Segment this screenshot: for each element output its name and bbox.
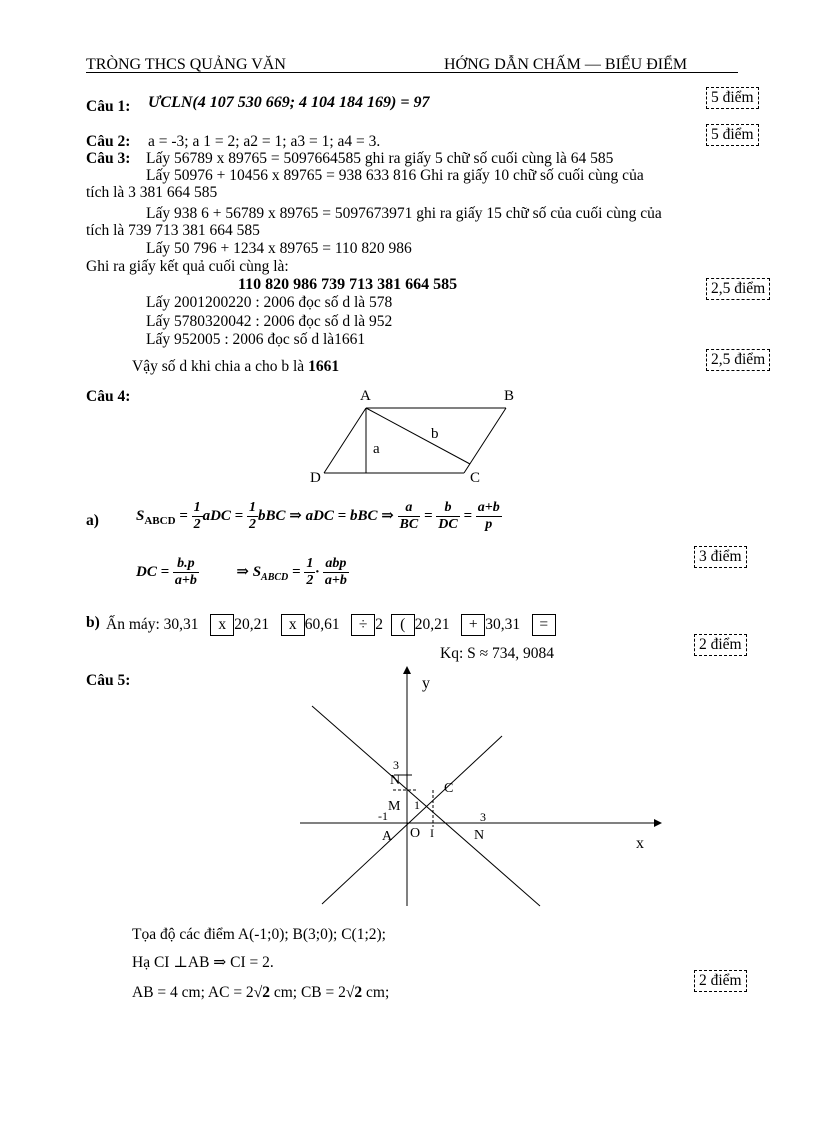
x-axis-label: x: [636, 835, 644, 852]
q3-result: 110 820 986 739 713 381 664 585: [238, 276, 458, 293]
pt-M: M: [388, 799, 401, 814]
pt-I: I: [430, 826, 434, 840]
y-axis-label: y: [422, 675, 430, 692]
q2-label: Câu 2:: [86, 133, 131, 150]
frac-den: a+b: [324, 573, 347, 588]
fig-label-D: D: [310, 470, 321, 486]
equals-sign: =: [292, 563, 301, 580]
q4-formula-2: [136, 556, 349, 589]
sqrt2-symbol: √2: [253, 984, 270, 1001]
frac-a-BC: [398, 500, 421, 533]
lengths-end: cm;: [362, 984, 390, 1001]
q3-line7: Ghi ra giấy kết quả cuối cùng là:: [86, 258, 289, 275]
press-text: Ấn máy: 30,31: [106, 616, 199, 633]
q3-line1: Lấy 56789 x 89765 = 5097664585 ghi ra giấy 5 chữ số cuối cùng là 64 585: [146, 150, 614, 167]
q3-line2: Lấy 50976 + 10456 x 89765 = 938 633 816 Ghi ra giấy 10 chữ số cuối cùng của: [146, 167, 644, 184]
q4-result: Kq: S ≈ 734, 9084: [440, 645, 555, 662]
frac-den: DC: [438, 517, 458, 532]
frac-num: a: [398, 500, 421, 517]
q5-lengths: [132, 984, 389, 1002]
frac-num: 1: [306, 556, 314, 571]
tick-1-y: 1: [414, 798, 420, 812]
frac-den: 2: [248, 517, 256, 532]
frac-den: a+b: [174, 573, 197, 588]
q3-label: Câu 3:: [86, 150, 131, 167]
q5-label: Câu 5:: [86, 672, 131, 689]
fig-label-C: C: [470, 470, 481, 486]
q3-score1: 2,5 điểm: [706, 278, 770, 300]
q3-line6: Lấy 50 796 + 1234 x 89765 = 110 820 986: [146, 240, 412, 257]
value-4: 20,21: [414, 616, 450, 633]
equals-sign: =: [423, 507, 433, 524]
header-title: HỚNG DẪN CHẤM — BIỂU ĐIỂM: [444, 56, 688, 73]
frac-num: 1: [193, 500, 201, 515]
S-symbol: S: [136, 507, 145, 524]
S-subscript-2: ABCD: [261, 571, 289, 583]
q4-part-a-label: a): [86, 512, 99, 529]
key-plus: +: [461, 614, 485, 636]
header-school: TRÒNG THCS QUẢNG VĂN: [86, 56, 286, 73]
q5-perp: Hạ CI ⊥AB ⇒ CI = 2.: [132, 954, 274, 971]
q4-label: Câu 4:: [86, 388, 131, 405]
term-bBC: bBC: [257, 507, 286, 524]
q3-score2: 2,5 điểm: [706, 349, 770, 371]
frac-abp-apb: [323, 556, 349, 589]
frac-apb-p: [476, 500, 502, 533]
q5-coords: [132, 926, 386, 944]
pt-N-top: N: [390, 773, 401, 788]
q3-step1: Lấy 2001200220 : 2006 đọc số d là 578: [146, 294, 393, 311]
q1-answer: ƯCLN(4 107 530 669; 4 104 184 169) = 97: [148, 94, 430, 111]
lengths-mid: cm; CB = 2: [269, 984, 346, 1001]
dot-op: ·: [315, 563, 320, 580]
header-rule: [86, 72, 738, 73]
term-aDC: aDC: [202, 507, 231, 524]
pt-C: C: [444, 781, 454, 796]
coords-text: Tọa độ các điểm A(-1;0); B(3;0); C(: [132, 926, 357, 943]
key-equals: =: [532, 614, 556, 636]
sqrt2-symbol: √2: [345, 984, 363, 1001]
value-5: 30,31: [485, 616, 521, 633]
frac-half-1: [192, 500, 203, 533]
chain-text: ⇒ aDC = bBC ⇒: [289, 507, 394, 524]
tick-minus1: -1: [378, 809, 388, 823]
DC-eq: DC =: [136, 563, 170, 580]
q4-score-b: 2 điểm: [694, 634, 747, 656]
q4-formula-1: [136, 500, 502, 533]
value-3: 2: [375, 616, 383, 633]
equals-sign: =: [179, 507, 188, 524]
q1-score: 5 điểm: [706, 87, 759, 109]
tick-3-y: 3: [393, 758, 399, 772]
pt-O: O: [410, 826, 421, 841]
frac-num: a+b: [477, 500, 500, 515]
q4-score-a: 3 điểm: [694, 546, 747, 568]
fig-label-A: A: [360, 388, 371, 404]
frac-b-DC: [436, 500, 459, 533]
frac-num: 1: [248, 500, 256, 515]
q3-step3: Lấy 952005 : 2006 đọc số d là1661: [146, 331, 366, 348]
frac-bp-apb: [173, 556, 199, 589]
frac-num: abp: [323, 556, 349, 573]
q3-conclusion-value: 1661: [308, 358, 340, 375]
value-1: 20,21: [234, 616, 270, 633]
q3-conclusion: [132, 358, 339, 376]
q3-line3: tích là 3 381 664 585: [86, 184, 218, 201]
q3-line4: Lấy 938 6 + 56789 x 89765 = 5097673971 ghi ra giấy 15 chữ số của cuối cùng của: [146, 205, 662, 222]
equals-sign: =: [234, 507, 244, 524]
pt-N-bottom: N: [474, 828, 485, 843]
fig-label-a: a: [373, 441, 380, 457]
q2-score: 5 điểm: [706, 124, 759, 146]
value-2: 60,61: [304, 616, 340, 633]
pt-A: A: [382, 829, 393, 844]
q3-step2: Lấy 5780320042 : 2006 đọc số d là 952: [146, 313, 393, 330]
key-open-paren: (: [391, 614, 415, 636]
q2-answer: a = -3; a 1 = 2; a2 = 1; a3 = 1; a4 = 3.: [148, 133, 381, 150]
q5-score: 2 điểm: [694, 970, 747, 992]
frac-num: b: [436, 500, 459, 517]
frac-num: b.p: [173, 556, 199, 573]
frac-half-2: [247, 500, 258, 533]
tick-3-x: 3: [480, 810, 486, 824]
frac-den: p: [485, 517, 493, 532]
then-S: ⇒ S: [236, 563, 262, 580]
q4-keypress-row: [106, 614, 556, 636]
frac-half-3: [304, 556, 315, 589]
frac-den: 2: [306, 573, 314, 588]
lengths-prefix: AB = 4 cm; AC = 2: [132, 984, 254, 1001]
fig-label-B: B: [504, 388, 515, 404]
key-multiply-2: x: [281, 614, 305, 636]
q3-conclusion-text: Vậy số d khi chia a cho b là: [132, 358, 309, 375]
coordinate-graph: [290, 662, 680, 912]
parallelogram-figure: [300, 380, 540, 490]
key-multiply-1: x: [210, 614, 234, 636]
key-divide: ÷: [351, 614, 375, 636]
q4-part-b-label: b): [86, 614, 100, 631]
S-subscript: ABCD: [144, 514, 176, 527]
frac-den: 2: [193, 517, 201, 532]
equals-sign: =: [463, 507, 473, 524]
coords-tail: 1;2);: [356, 926, 386, 943]
q3-line5: tích là 739 713 381 664 585: [86, 222, 260, 239]
q1-label: Câu 1:: [86, 98, 131, 115]
frac-den: BC: [399, 517, 419, 532]
fig-label-b: b: [431, 426, 439, 442]
